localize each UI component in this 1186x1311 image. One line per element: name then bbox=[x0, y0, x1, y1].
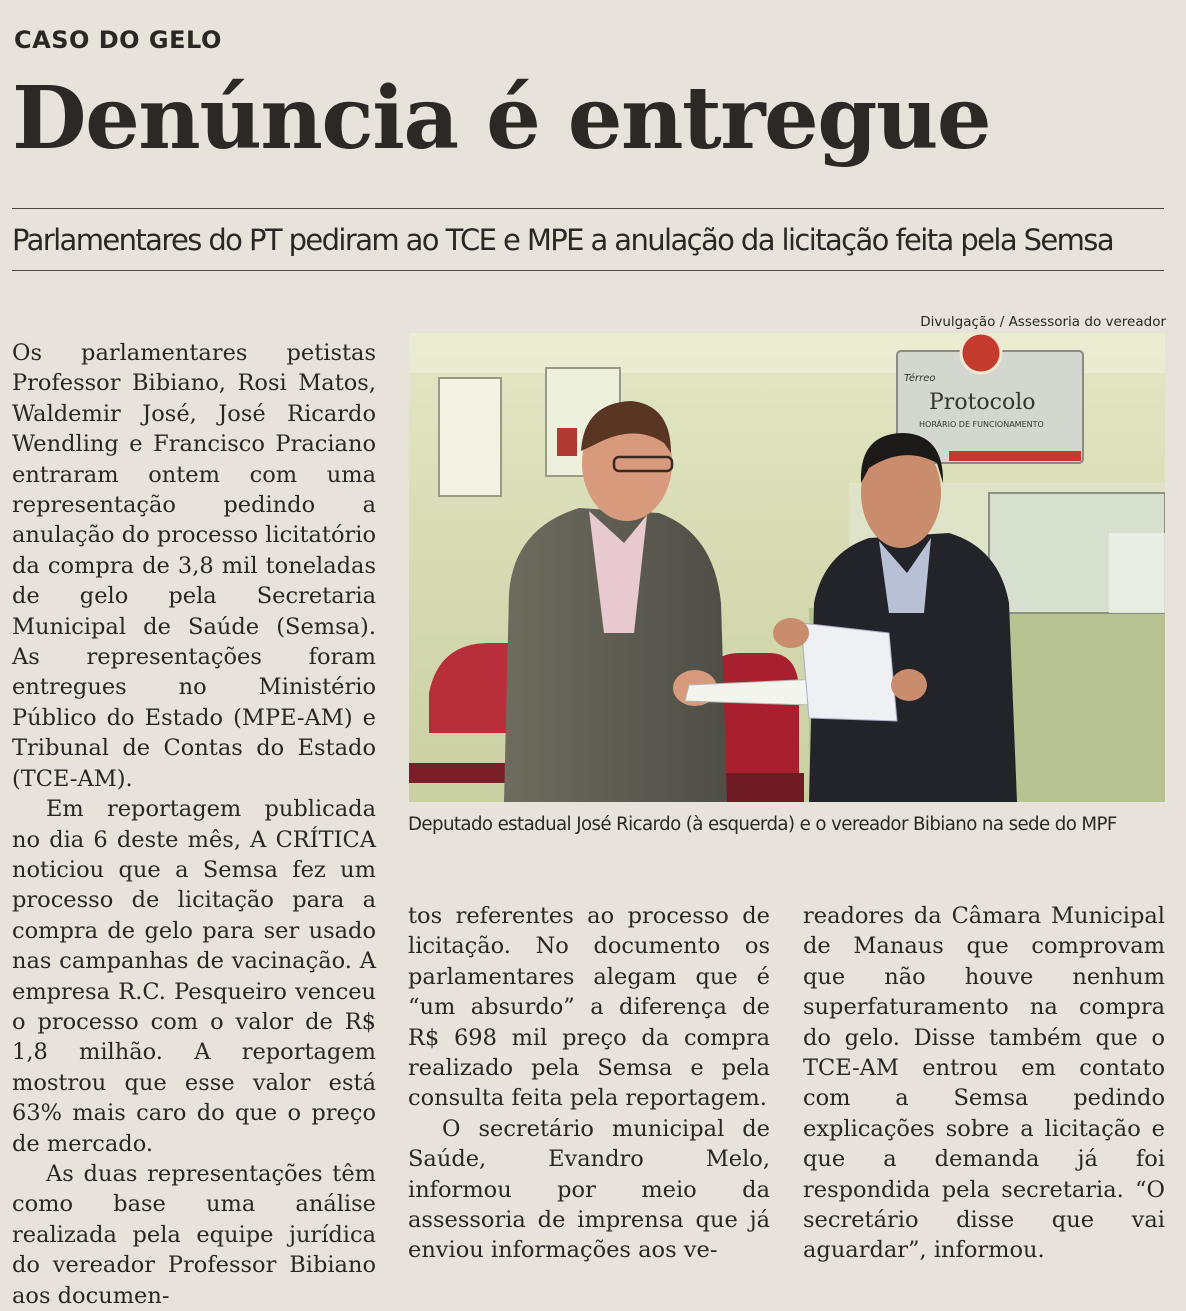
sign-subtitle: HORÁRIO DE FUNCIONAMENTO bbox=[919, 420, 1044, 429]
column-3 bbox=[803, 901, 1165, 1266]
column-1 bbox=[12, 338, 376, 1311]
sign-title: Protocolo bbox=[929, 390, 1036, 415]
paragraph: Os parlamentares petistas Professor Bibiano, Rosi Matos, Waldemir José, José Ricardo Wendling e Francisco Praciano entraram ontem com uma representação pedindo a anulação do processo licitatório da compra de 3,8 mil toneladas de gelo pela Secretaria Municipal de Saúde (Semsa). As representações foram entregues no Ministério Público do Estado (MPE-AM) e Tribunal de Contas do Estado (TCE-AM). bbox=[12, 340, 376, 792]
photo-caption: Deputado estadual José Ricardo (à esquerda) e o vereador Bibiano na sede do MPF bbox=[408, 814, 1117, 835]
paragraph: tos referentes ao processo de licitação. No documento os parlamentares alegam que é “um absurdo” a diferença de R$ 698 mil preço da compra realizado pela Semsa e pela consulta feita pela reportagem. bbox=[408, 903, 770, 1112]
photo-credit: Divulgação / Assessoria do vereador bbox=[920, 314, 1166, 330]
paragraph: O secretário municipal de Saúde, Evandro Melo, informou por meio da assessoria de imprensa que já enviou informações aos ve- bbox=[408, 1115, 770, 1264]
rule-top bbox=[12, 208, 1164, 209]
column-2 bbox=[408, 901, 770, 1266]
photo-illustration bbox=[409, 333, 1165, 802]
kicker: CASO DO GELO bbox=[14, 26, 222, 54]
sign-small: Térreo bbox=[904, 373, 936, 384]
paragraph: As duas representações têm como base uma análise realizada pela equipe jurídica do vereador Professor Bibiano aos documen- bbox=[12, 1160, 376, 1309]
subheadline: Parlamentares do PT pediram ao TCE e MPE a anulação da licitação feita pela Semsa bbox=[12, 223, 1113, 257]
paragraph: Em reportagem publicada no dia 6 deste mês, A CRÍTICA noticiou que a Semsa fez um processo de licitação para a compra de gelo para ser usado nas campanhas de vacinação. A empresa R.C. Pesqueiro venceu o processo com o valor de R$ 1,8 milhão. A reportagem mostrou que esse valor está 63% mais caro do que o preço de mercado. bbox=[12, 796, 376, 1157]
paragraph: readores da Câmara Municipal de Manaus que comprovam que não houve nenhum superfaturamento na compra do gelo. Disse também que o TCE-AM entrou em contato com a Semsa pedindo explicações sobre a licitação e que a demanda já foi respondida pela secretaria. “O secretário disse que vai aguardar”, informou. bbox=[803, 903, 1165, 1264]
rule-bottom bbox=[12, 270, 1164, 271]
article-photo bbox=[409, 333, 1165, 802]
headline: Denúncia é entregue bbox=[12, 68, 991, 169]
